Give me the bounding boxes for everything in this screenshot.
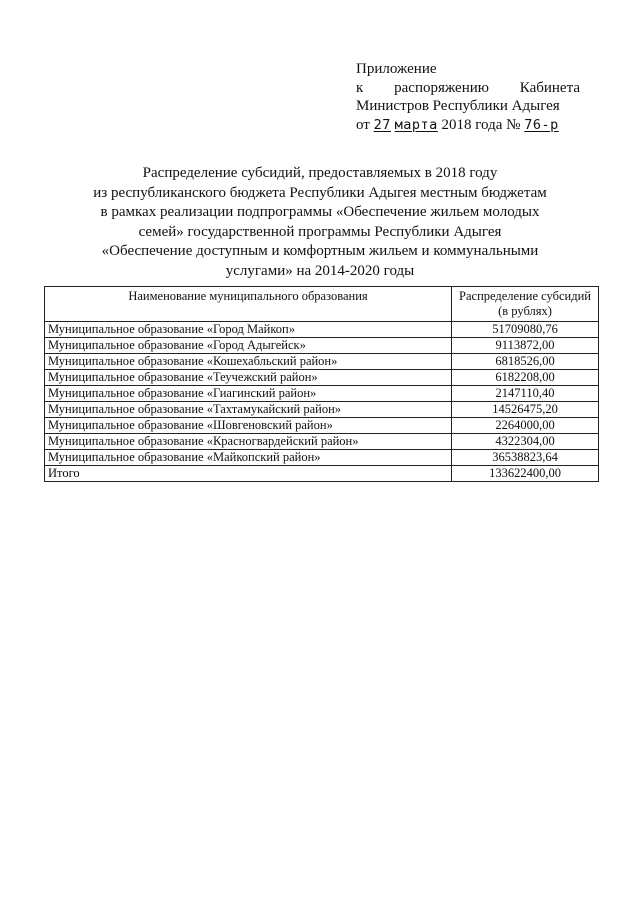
- appendix-order-word: распоряжению: [394, 79, 489, 96]
- appendix-date-line: [356, 116, 580, 135]
- row-value: 51709080,76: [452, 322, 599, 338]
- table-row: [45, 354, 599, 370]
- total-label: Итого: [45, 466, 452, 482]
- heading-line-4: семей» государственной программы Республики Адыгея: [138, 223, 502, 240]
- appendix-title: Приложение: [356, 61, 437, 77]
- document-heading: [60, 164, 580, 281]
- row-name: Муниципальное образование «Гиагинский район»: [45, 386, 452, 402]
- column-header-amount-line1: Распределение субсидий: [459, 289, 591, 303]
- table-row: [45, 322, 599, 338]
- column-header-amount-line2: (в рублях): [498, 304, 552, 318]
- row-name: Муниципальное образование «Шовгеновский район»: [45, 418, 452, 434]
- row-value: 14526475,20: [452, 402, 599, 418]
- appendix-cabinet-word: Кабинета: [519, 79, 580, 96]
- row-name: Муниципальное образование «Кошехабльский район»: [45, 354, 452, 370]
- appendix-ministers: Министров Республики Адыгея: [356, 98, 560, 114]
- table-row: [45, 434, 599, 450]
- column-header-amount: [452, 287, 599, 322]
- row-value: 6182208,00: [452, 370, 599, 386]
- heading-line-2: из республиканского бюджета Республики Адыгея местным бюджетам: [93, 184, 547, 201]
- table-row: [45, 338, 599, 354]
- table-row: [45, 450, 599, 466]
- heading-line-5: «Обеспечение доступным и комфортным жильем и коммунальными: [101, 243, 539, 259]
- table-row: [45, 386, 599, 402]
- row-value: 36538823,64: [452, 450, 599, 466]
- column-header-name: Наименование муниципального образования: [45, 287, 452, 322]
- heading-line-6: услугами» на 2014-2020 годы: [225, 262, 415, 279]
- row-value: 2264000,00: [452, 418, 599, 434]
- row-name: Муниципальное образование «Город Адыгейск»: [45, 338, 452, 354]
- date-month: марта: [394, 116, 438, 133]
- appendix-k: к: [356, 79, 364, 96]
- heading-line-1: Распределение субсидий, предоставляемых в 2018 году: [142, 165, 498, 181]
- date-year: 2018 года №: [441, 116, 521, 133]
- row-value: 4322304,00: [452, 434, 599, 450]
- row-name: Муниципальное образование «Теучежский район»: [45, 370, 452, 386]
- row-value: 6818526,00: [452, 354, 599, 370]
- row-name: Муниципальное образование «Красногвардейский район»: [45, 434, 452, 450]
- date-prefix: от: [356, 116, 370, 133]
- table-header-row: [45, 287, 599, 322]
- total-value: 133622400,00: [452, 466, 599, 482]
- table-row: [45, 418, 599, 434]
- table-row: [45, 370, 599, 386]
- row-value: 9113872,00: [452, 338, 599, 354]
- appendix-block: [356, 60, 580, 134]
- subsidies-table: [44, 286, 599, 482]
- row-value: 2147110,40: [452, 386, 599, 402]
- table-total-row: [45, 466, 599, 482]
- row-name: Муниципальное образование «Майкопский район»: [45, 450, 452, 466]
- date-day: 27: [373, 116, 391, 133]
- row-name: Муниципальное образование «Город Майкоп»: [45, 322, 452, 338]
- heading-line-3: в рамках реализации подпрограммы «Обеспечение жильем молодых: [100, 204, 540, 220]
- doc-number: 76-р: [524, 116, 559, 133]
- row-name: Муниципальное образование «Тахтамукайский район»: [45, 402, 452, 418]
- table-row: [45, 402, 599, 418]
- appendix-line-order: [356, 79, 580, 98]
